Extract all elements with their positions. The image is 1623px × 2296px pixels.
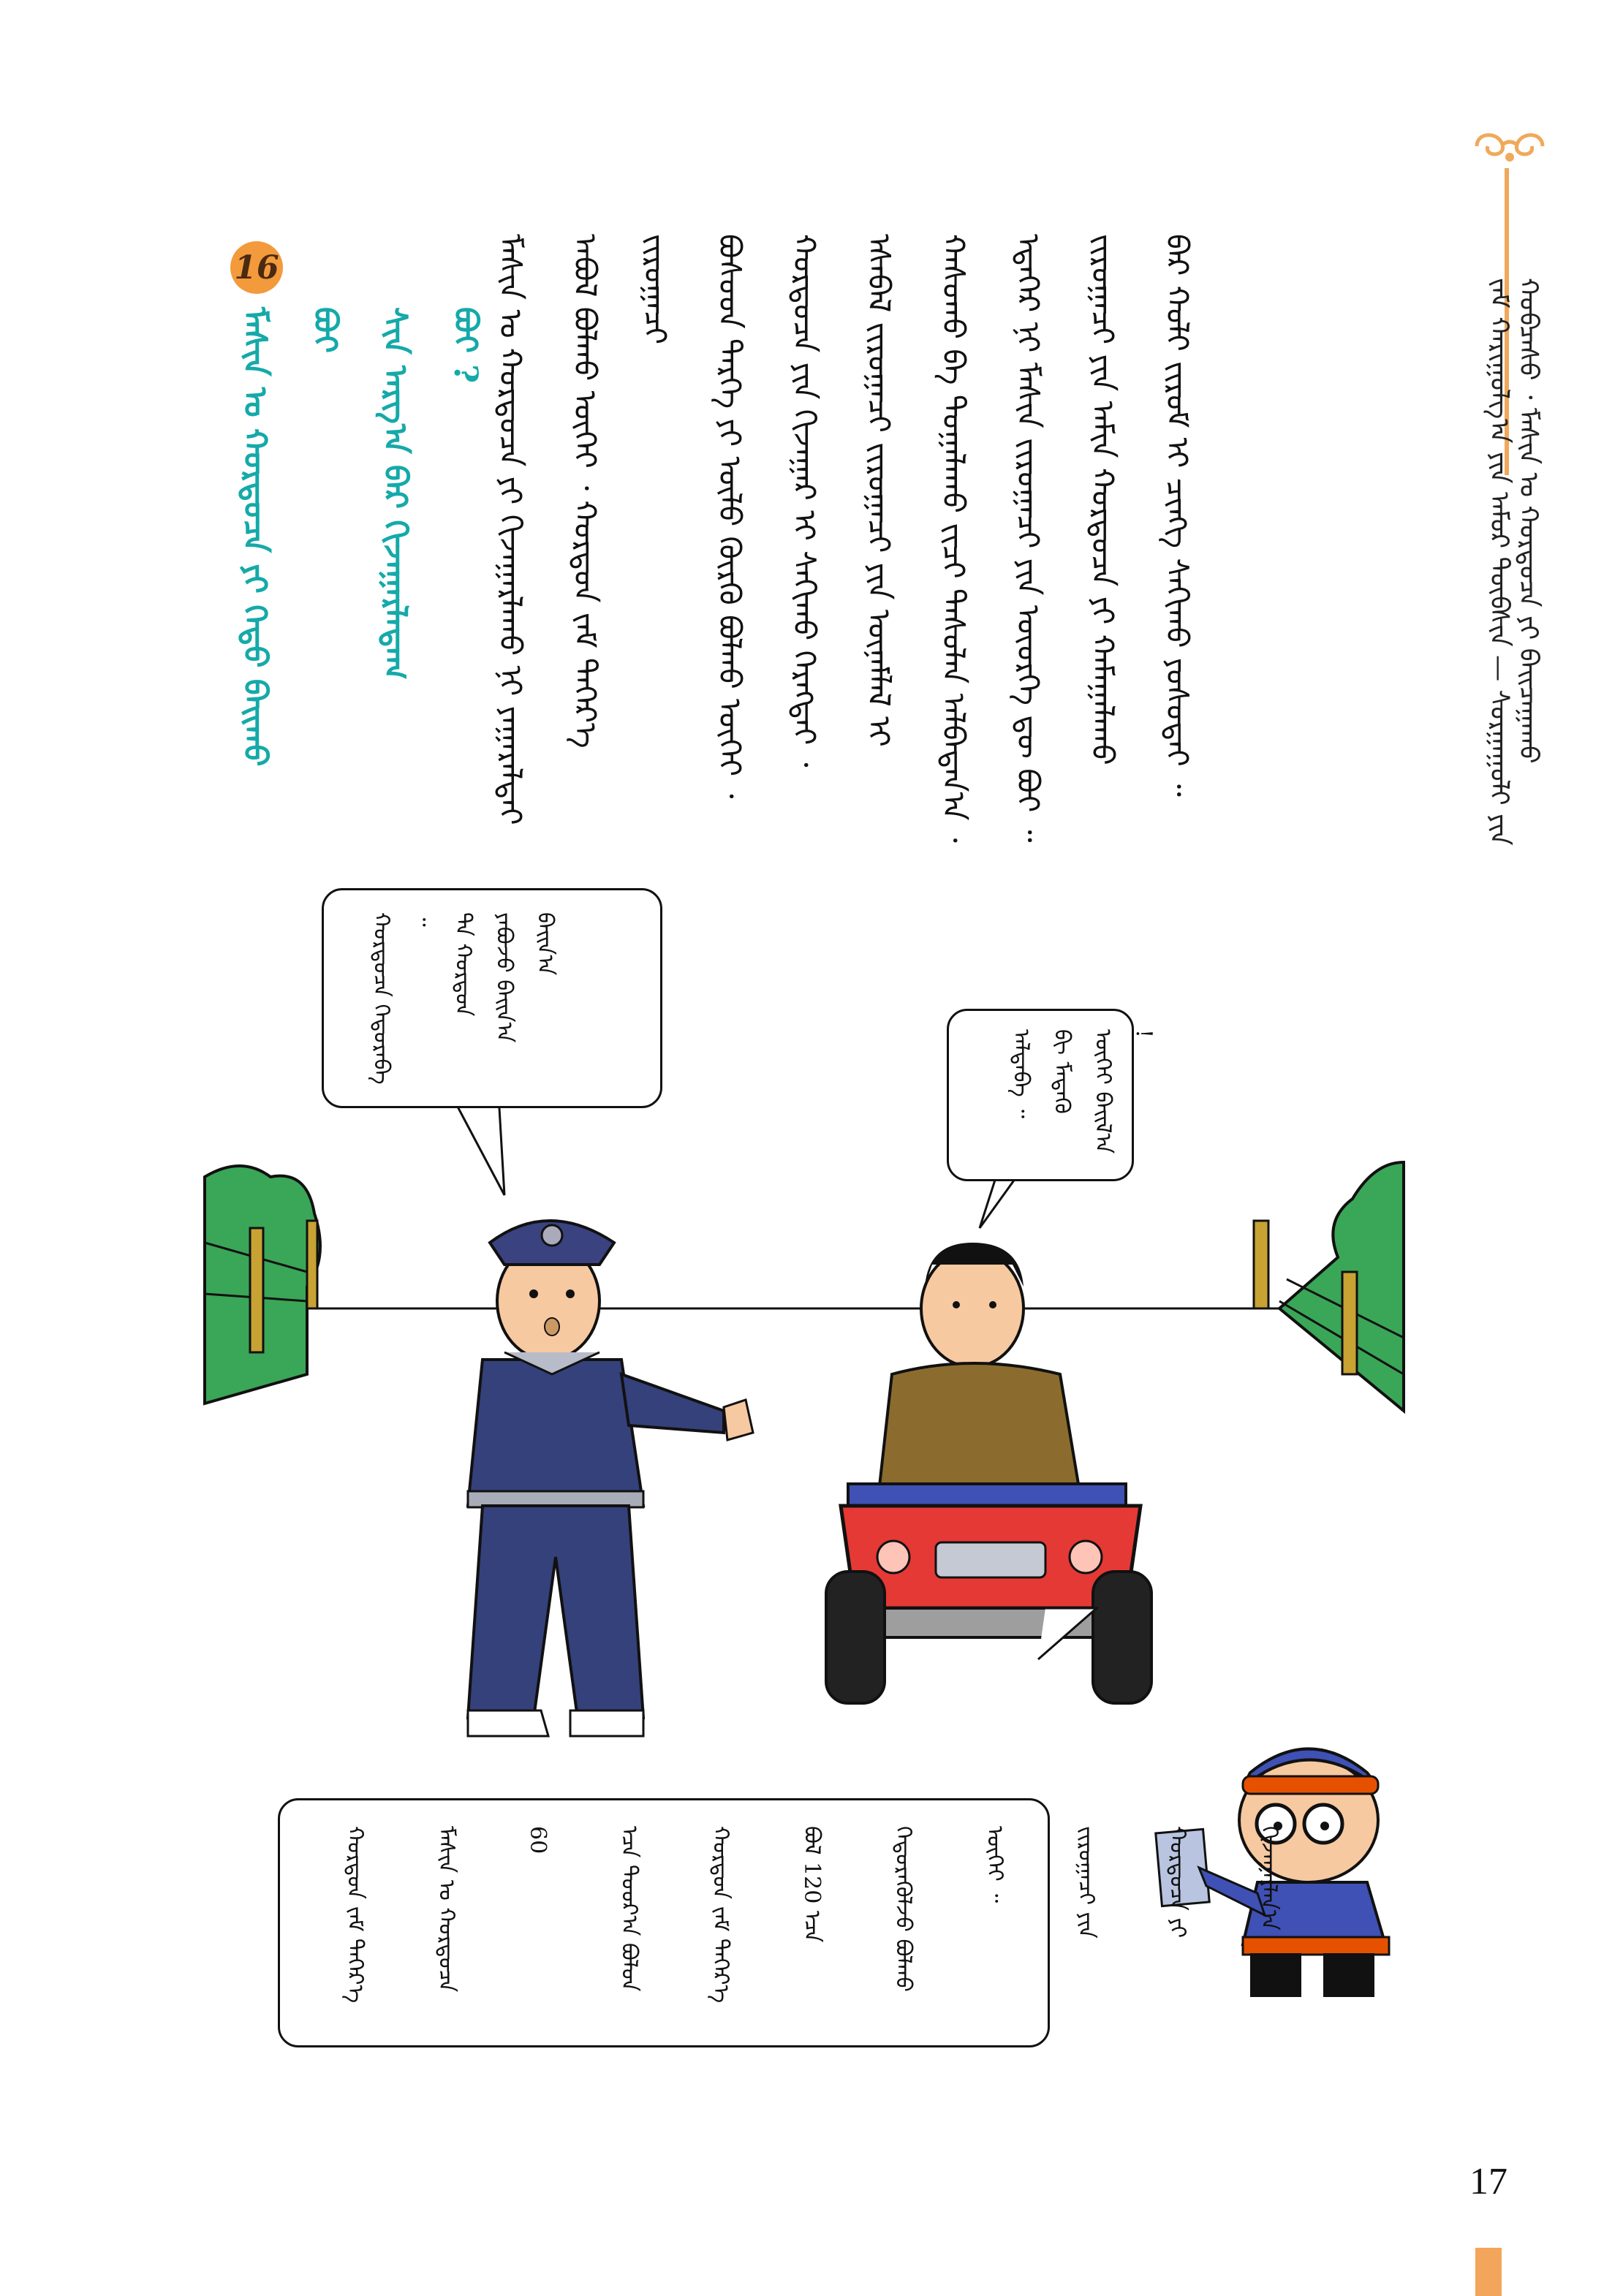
question-line: ᠮᠠᠰᠢᠨ ᠤ ᠬᠤᠷᠳᠤᠴᠠ ᠶᠢ ᠬᠡᠳᠦ ᠪᠠᠢᠬᠤ ᠪᠤᠢ [236,307,344,767]
boy-speech-bubble [278,1798,1282,2047]
bubble-line: ᠡᠴᠡ ᠳᠣᠣᠷ᠎ᠠ ᠪᠣᠯᠤᠨ [616,1826,642,1992]
left-trees [205,1166,320,1403]
body-text [475,234,1217,863]
page-tab-accent [1475,2248,1502,2296]
body-line: ᠮᠠᠰᠢᠨ ᠤ ᠬᠤᠷᠳᠤᠴᠠ ᠶᠢ ᠬᠢᠵᠠᠭᠠᠷᠯᠠᠬᠤ ᠨᠢ ᠶᠠᠭᠠᠷᠠᠯᠲᠠᠢ [493,234,529,825]
running-title: ᠵᠠᠮ ᠬᠠᠷᠢᠭᠤᠯᠭ᠎ᠠ ᠶᠢᠨ ᠠᠮᠤᠷ ᠲᠦᠪᠰᠢᠨ — ᠰᠤᠷᠭᠠᠭᠤᠯᠢ ᠶᠢᠨ ᠬᠤᠪᠴᠠᠰᠤ ᠂ ᠮᠠᠰᠢᠨ ᠤ ᠬᠤᠷᠳᠤᠴᠠ ᠶᠢ ᠪᠠᠢᠴᠠᠭᠠᠬᠤ [1484,278,1543,846]
body-line: ᠬᠤᠷᠳᠤᠴᠠ ᠶᠢᠨ ᠬᠢᠵᠠᠭᠠᠷ ᠢ ᠰᠠᠬᠢᠬᠤ ᠬᠡᠷᠡᠭᠲᠡᠢ ᠂ [787,234,822,768]
bubble-line: ᠵᠢᠷᠤᠭᠠᠴᠢ ᠶᠢᠨ [1073,1826,1099,1939]
bubble-line: ᠪᠣᠯ 120 ᠡᠴᠡ [799,1826,825,1943]
police-officer [468,1221,753,1736]
bubble-line: ᠶᠠᠪᠤᠵᠤ ᠪᠠᠢᠨ᠎ᠠ [491,912,517,1043]
bubble-line: ᠬᠤᠷᠳᠤᠨ ᠵᠠᠮ ᠳᠡᠭᠡᠷ᠎ᠡ [708,1826,733,2004]
page-number: 17 [1469,2161,1507,2202]
bubble-line: ᠬᠤᠷᠳᠤᠨ ᠵᠠᠮ ᠳᠡᠭᠡᠷ᠎ᠡ [342,1826,368,2004]
police-speech-bubble [322,888,662,1108]
question-line: ᠪᠤᠢ ? [447,307,484,384]
body-line: ᠡᠰᠡᠪᠡᠯ ᠵᠢᠷᠤᠭᠠᠴᠢ ᠵᠢᠷᠤᠭᠠᠴᠢ ᠶᠢᠨ ᠦᠨᠡᠮᠯᠡᠯ ᠢ [861,234,897,747]
driver-speech-bubble [947,1009,1157,1181]
bubble-line: ᠦᠭᠡᠢ ᠪᠠᠢᠯ᠎ᠠ ! [1090,1029,1157,1154]
bubble-line: ᠲᠠ ᠬᠤᠷᠳᠤᠨ [450,912,476,1017]
question-text [219,307,500,819]
body-line: ᠠᠪᠤᠯ ᠪᠣᠯᠬᠤ ᠦᠭᠡᠢ ᠂ ᠬᠤᠷᠳᠤᠨ ᠵᠠᠮ ᠳᠡᠭᠡᠷ᠎ᠡ ᠵᠢᠷᠤᠭᠠᠴᠢ [567,234,673,749]
body-line: ᠬᠠᠰᠤᠬᠤ ᠪᠠ ᠲᠣᠭᠠᠯᠠᠬᠤ ᠵᠢᠴᠢ ᠲᠠᠰᠤᠯᠠᠨ ᠠᠯᠪᠠᠳᠠᠨ᠎ᠠ ᠂ [936,234,972,843]
bubble-line: ᠠᠯᠳᠠᠪᠠ ᠃ [1008,1029,1034,1119]
bubble-line: ᠪᠢ ᠮᠡᠳᠡᠬᠦ [1049,1029,1075,1114]
question-line: ᠰᠢᠨ ᠠᠷᠭ᠎ᠠ ᠪᠡᠷ ᠬᠢᠵᠠᠭᠠᠷᠯᠠᠳᠠᠭ [377,307,414,680]
body-line: ᠪᠡᠷ ᠬᠤᠯᠢ ᠵᠢᠷᠤᠮ ᠢ ᠴᠢᠩᠭ ᠰᠠᠬᠢᠬᠤ ᠶᠣᠰᠤᠲᠠᠢ ᠃ [1159,234,1195,797]
driver-car [826,1243,1151,1703]
body-line: ᠵᠢᠷᠤᠭᠠᠴᠢ ᠶᠢᠨ ᠠᠮᠢᠨ ᠬᠤᠷᠳᠤᠴᠠ ᠶᠢ ᠬᠠᠮᠠᠭᠠᠯᠠᠬᠤ [1085,234,1121,765]
question-number-badge: 16 [230,241,283,294]
right-trees [1254,1162,1404,1411]
bubble-line: ᠬᠡᠲᠦᠷᠡᠭᠦᠯᠵᠦ ᠪᠣᠯᠬᠤ ᠦᠭᠡᠢ ᠃ [890,1826,1007,1993]
bubble-line: ᠮᠠᠰᠢᠨ ᠤ ᠬᠤᠷᠳᠤᠴᠠ 60 [434,1826,551,1993]
body-line: ᠪᠤᠰᠤᠳ ᠲᠡᠷᠭᠡ ᠶᠢ ᠦᠯᠦ ᠬᠦᠷᠬᠦ ᠪᠣᠯᠬᠤ ᠦᠭᠡᠢ ᠂ [712,234,748,799]
body-line: ᠡᠳᠡᠭᠡᠷ ᠨᠢ ᠮᠠᠰᠢᠨ ᠵᠢᠷᠤᠭᠠᠴᠢ ᠶᠢᠨ ᠦᠦᠷᠭᠡ ᠳᠦ ᠪᠤᠢ ᠃ [1010,234,1046,843]
bubble-line: ᠬᠤᠷᠳᠤᠴᠠ ᠬᠡᠳᠦᠷᠡᠪᠡ ᠃ [368,912,435,1085]
bubble-line: ᠬᠤᠷᠳᠤᠴᠠ ᠶᠢ ᠬᠢᠵᠠᠭᠠᠷᠯᠠᠨ᠎ᠠ [1165,1826,1282,1939]
bubble-line: ᠪᠠᠢᠨ᠎ᠠ [532,912,558,976]
